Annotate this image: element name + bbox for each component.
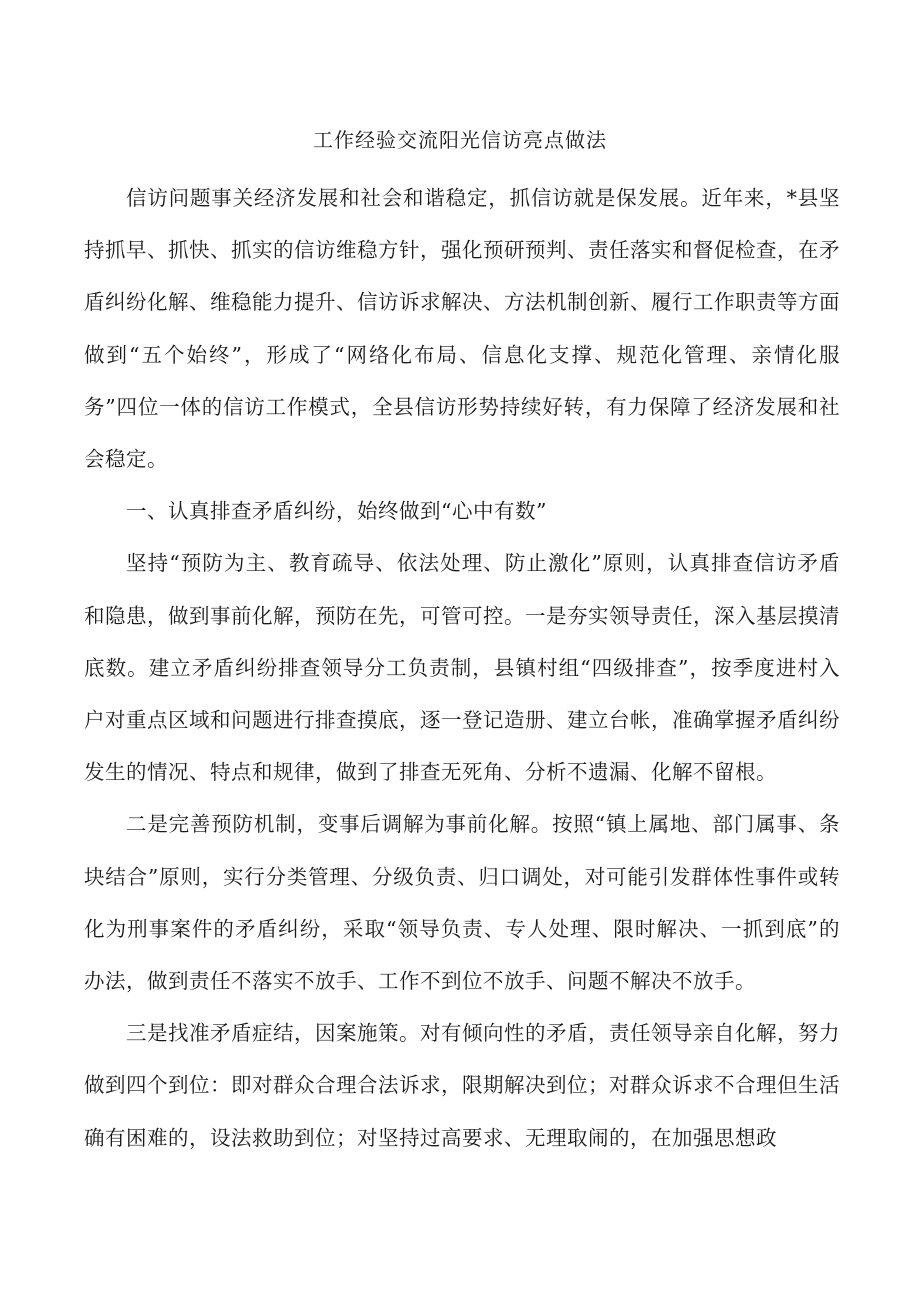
paragraph-point-3: 三是找准矛盾症结，因案施策。对有倾向性的矛盾，责任领导亲自化解，努力做到四个到位：即对群众合理合法诉求，限期解决到位；对群众诉求不合理但生活确有困难的，设法救助到位；对坚持过高要求、无理取闹的，在加强思想政 — [84, 1021, 841, 1150]
paragraph-intro: 信访问题事关经济发展和社会和谐稳定，抓信访就是保发展。近年来，*县坚持抓早、抓快、抓实的信访维稳方针，强化预研预判、责任落实和督促检查，在矛盾纠纷化解、维稳能力提升、信访诉求解决、方法机制创新、履行工作职责等方面做到“五个始终”，形成了“网络化布局、信息化支撑、规范化管理、亲情化服务”四位一体的信访工作模式，全县信访形势持续好转，有力保障了经济发展和社会稳定。 — [84, 186, 840, 472]
document-title: 工作经验交流阳光信访亮点做法 — [313, 128, 607, 152]
paragraph-point-2: 二是完善预防机制，变事后调解为事前化解。按照“镇上属地、部门属事、条块结合”原则，实行分类管理、分级负责、归口调处，对可能引发群体性事件或转化为刑事案件的矛盾纠纷，采取“领导负责、专人处理、限时解决、一抓到底”的办法，做到责任不落实不放手、工作不到位不放手、问题不解决不放手。 — [84, 812, 840, 994]
section-heading-1: 一、认真排查矛盾纠纷，始终做到“心中有数” — [126, 499, 547, 524]
document-body — [84, 172, 840, 1164]
paragraph-section-1: 坚持“预防为主、教育疏导、依法处理、防止激化”原则，认真排查信访矛盾和隐患，做到事前化解，预防在先，可管可控。一是夯实领导责任，深入基层摸清底数。建立矛盾纠纷排查领导分工负责制，县镇村组“四级排查”，按季度进村入户对重点区域和问题进行排查摸底，逐一登记造册、建立台帐，准确掌握矛盾纠纷发生的情况、特点和规律，做到了排查无死角、分析不遗漏、化解不留根。 — [84, 551, 840, 785]
